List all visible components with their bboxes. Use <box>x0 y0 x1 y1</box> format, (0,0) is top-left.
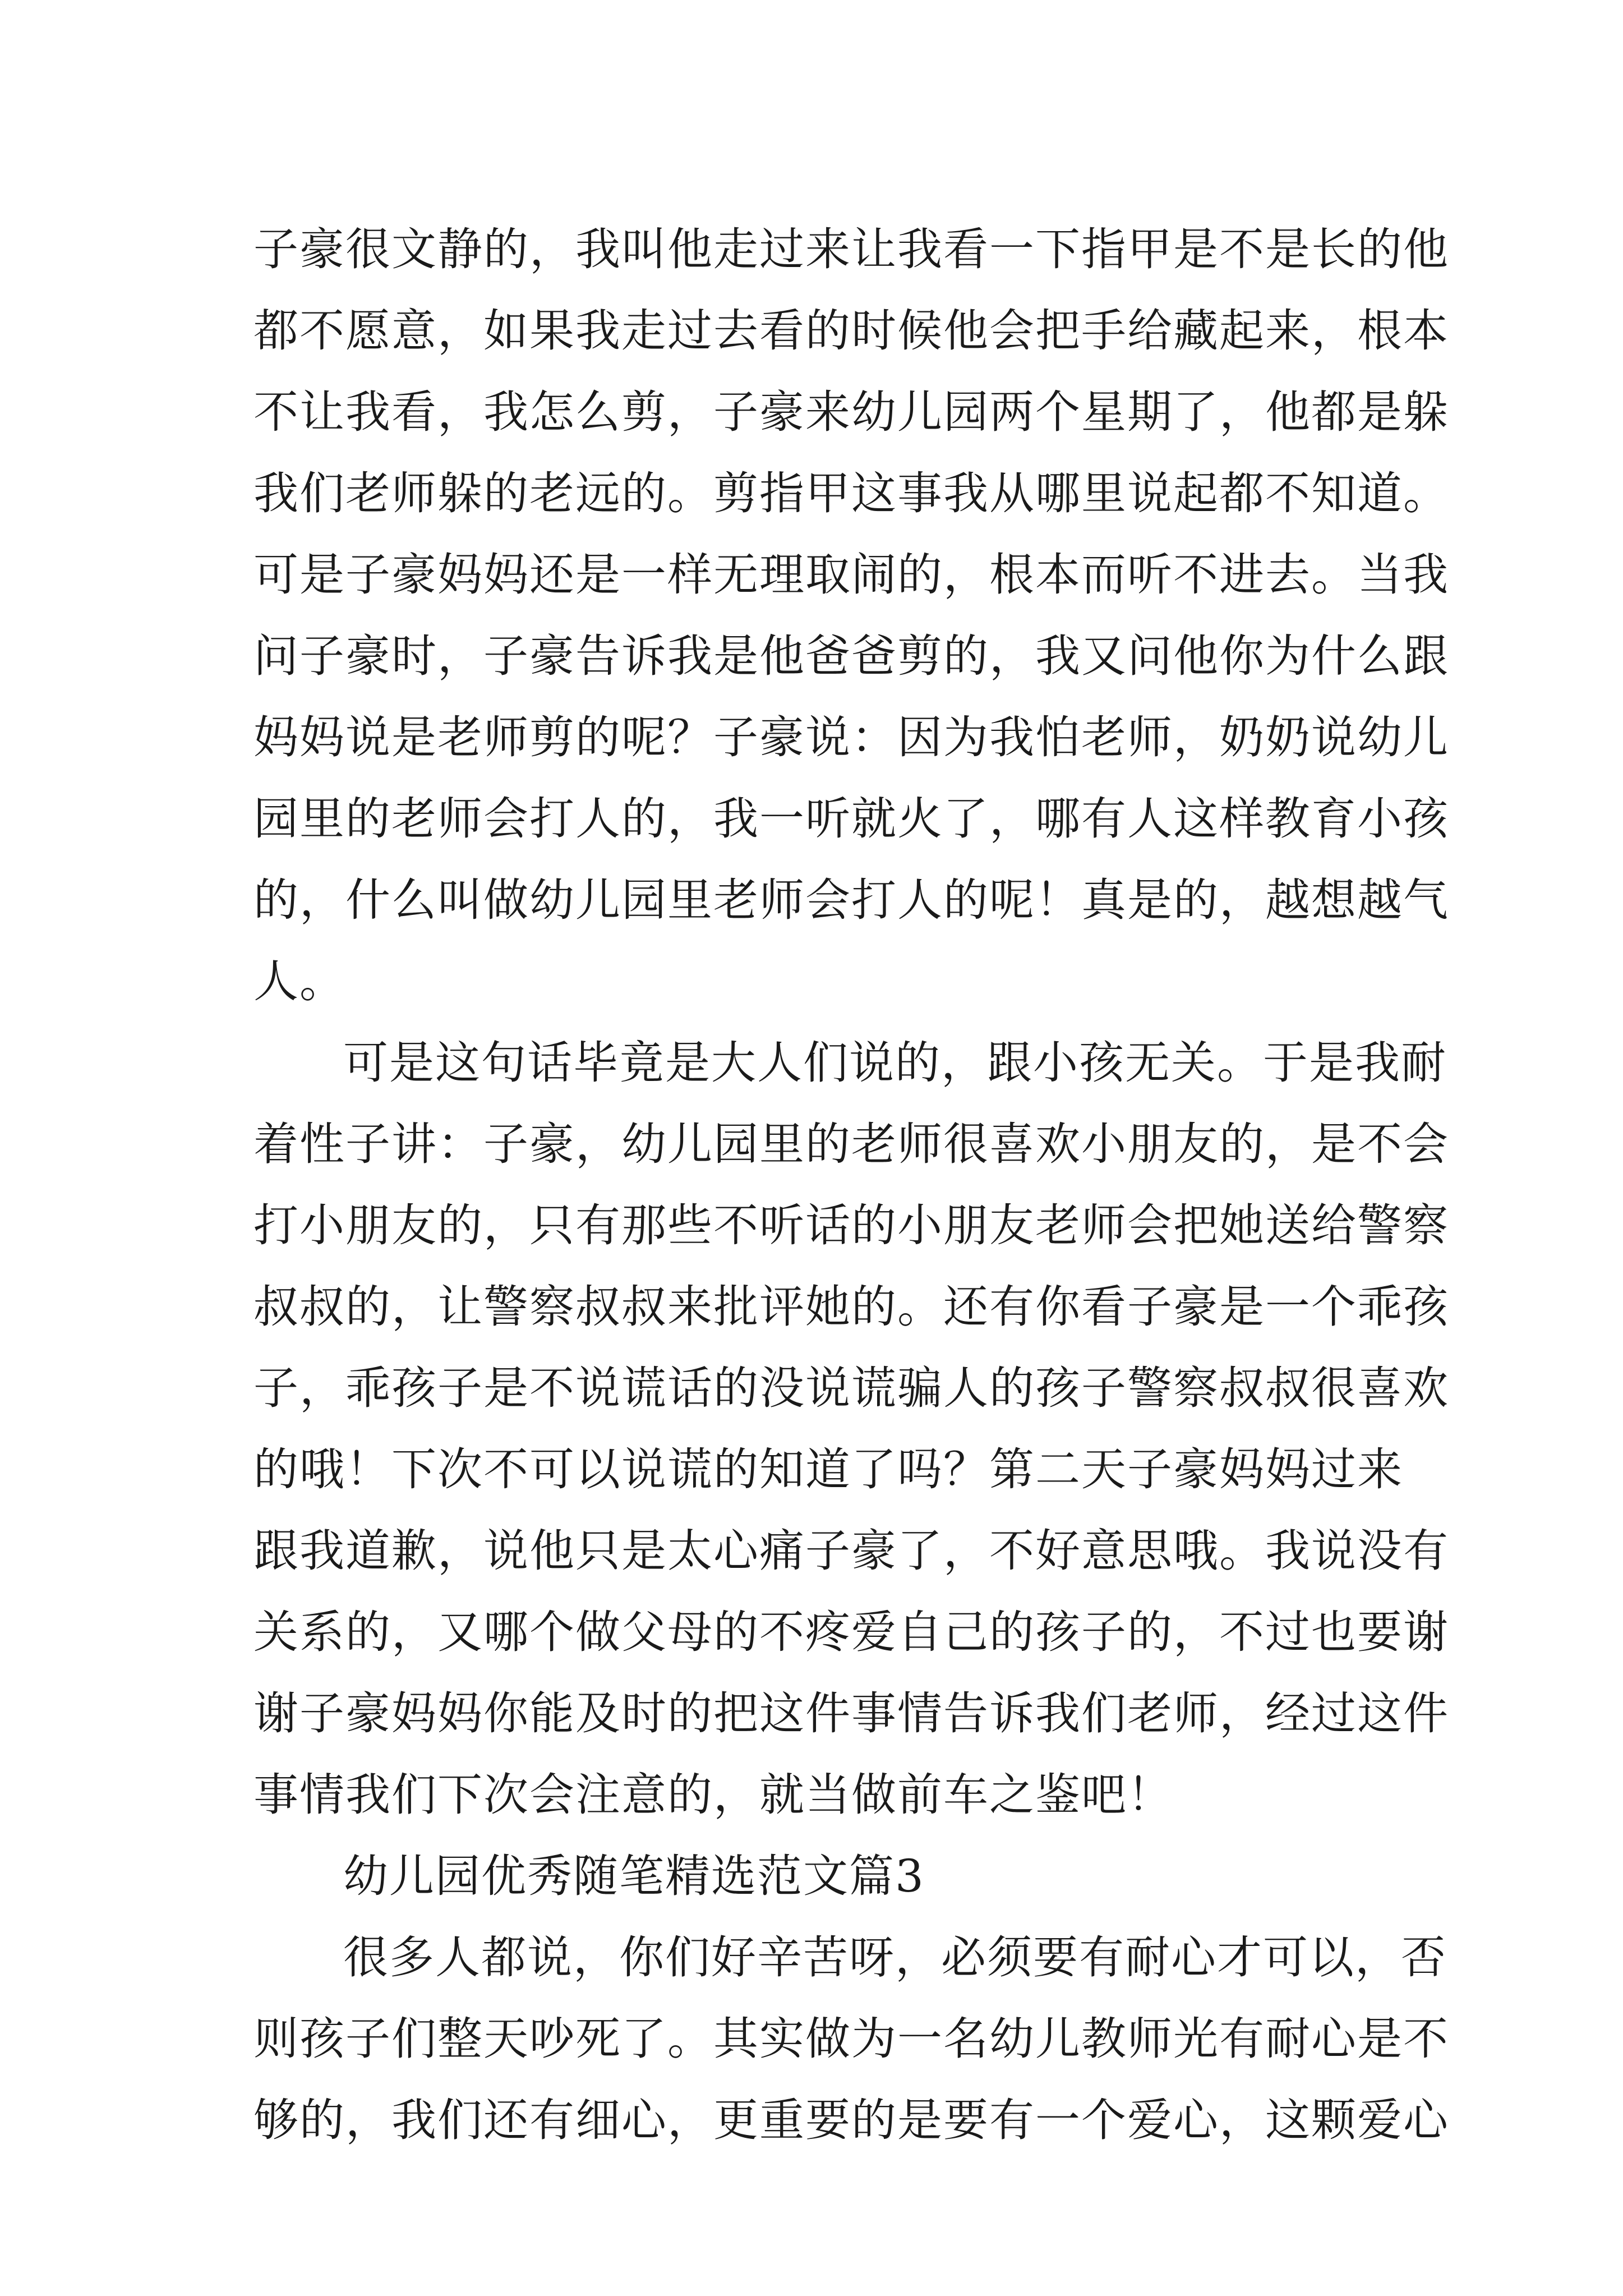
text-line: 着性子讲：子豪，幼儿园里的老师很喜欢小朋友的，是不会 <box>253 1118 1449 1170</box>
paragraph-first-line: 很多人都说，你们好辛苦呀，必须要有耐心才可以，否 <box>343 1931 1447 1984</box>
text-line: 都不愿意，如果我走过去看的时候他会把手给藏起来，根本 <box>253 305 1449 357</box>
text-line: 可是子豪妈妈还是一样无理取闹的，根本而听不进去。当我 <box>253 549 1449 601</box>
section-heading: 幼儿园优秀随笔精选范文篇3 <box>343 1850 925 1902</box>
text-line: 叔叔的，让警察叔叔来批评她的。还有你看子豪是一个乖孩 <box>253 1281 1449 1333</box>
text-line: 跟我道歉，说他只是太心痛子豪了，不好意思哦。我说没有 <box>253 1525 1449 1577</box>
paragraph-first-line: 可是这句话毕竟是大人们说的，跟小孩无关。于是我耐 <box>343 1037 1447 1089</box>
text-line: 则孩子们整天吵死了。其实做为一名幼儿教师光有耐心是不 <box>253 2013 1449 2065</box>
text-line: 我们老师躲的老远的。剪指甲这事我从哪里说起都不知道。 <box>253 467 1449 519</box>
text-line: 人。 <box>253 955 345 1007</box>
text-line: 打小朋友的，只有那些不听话的小朋友老师会把她送给警察 <box>253 1199 1449 1251</box>
text-line: 子豪很文静的，我叫他走过来让我看一下指甲是不是长的他 <box>253 223 1449 275</box>
text-line: 园里的老师会打人的，我一听就火了，哪有人这样教育小孩 <box>253 793 1449 845</box>
document-body <box>253 209 1449 2161</box>
text-line: 够的，我们还有细心，更重要的是要有一个爱心，这颗爱心 <box>253 2094 1449 2146</box>
text-line: 的，什么叫做幼儿园里老师会打人的呢！真是的，越想越气 <box>253 874 1449 926</box>
text-line: 妈妈说是老师剪的呢？子豪说：因为我怕老师，奶奶说幼儿 <box>253 711 1449 763</box>
text-line: 事情我们下次会注意的，就当做前车之鉴吧！ <box>253 1769 1173 1821</box>
text-line: 不让我看，我怎么剪，子豪来幼儿园两个星期了，他都是躲 <box>253 386 1449 438</box>
text-line: 谢子豪妈妈你能及时的把这件事情告诉我们老师，经过这件 <box>253 1687 1449 1740</box>
text-line: 问子豪时，子豪告诉我是他爸爸剪的，我又问他你为什么跟 <box>253 630 1449 682</box>
text-line: 关系的，又哪个做父母的不疼爱自己的孩子的，不过也要谢 <box>253 1606 1449 1658</box>
text-line: 的哦！下次不可以说谎的知道了吗？第二天子豪妈妈过来 <box>253 1443 1403 1496</box>
text-line: 子，乖孩子是不说谎话的没说谎骗人的孩子警察叔叔很喜欢 <box>253 1362 1449 1414</box>
